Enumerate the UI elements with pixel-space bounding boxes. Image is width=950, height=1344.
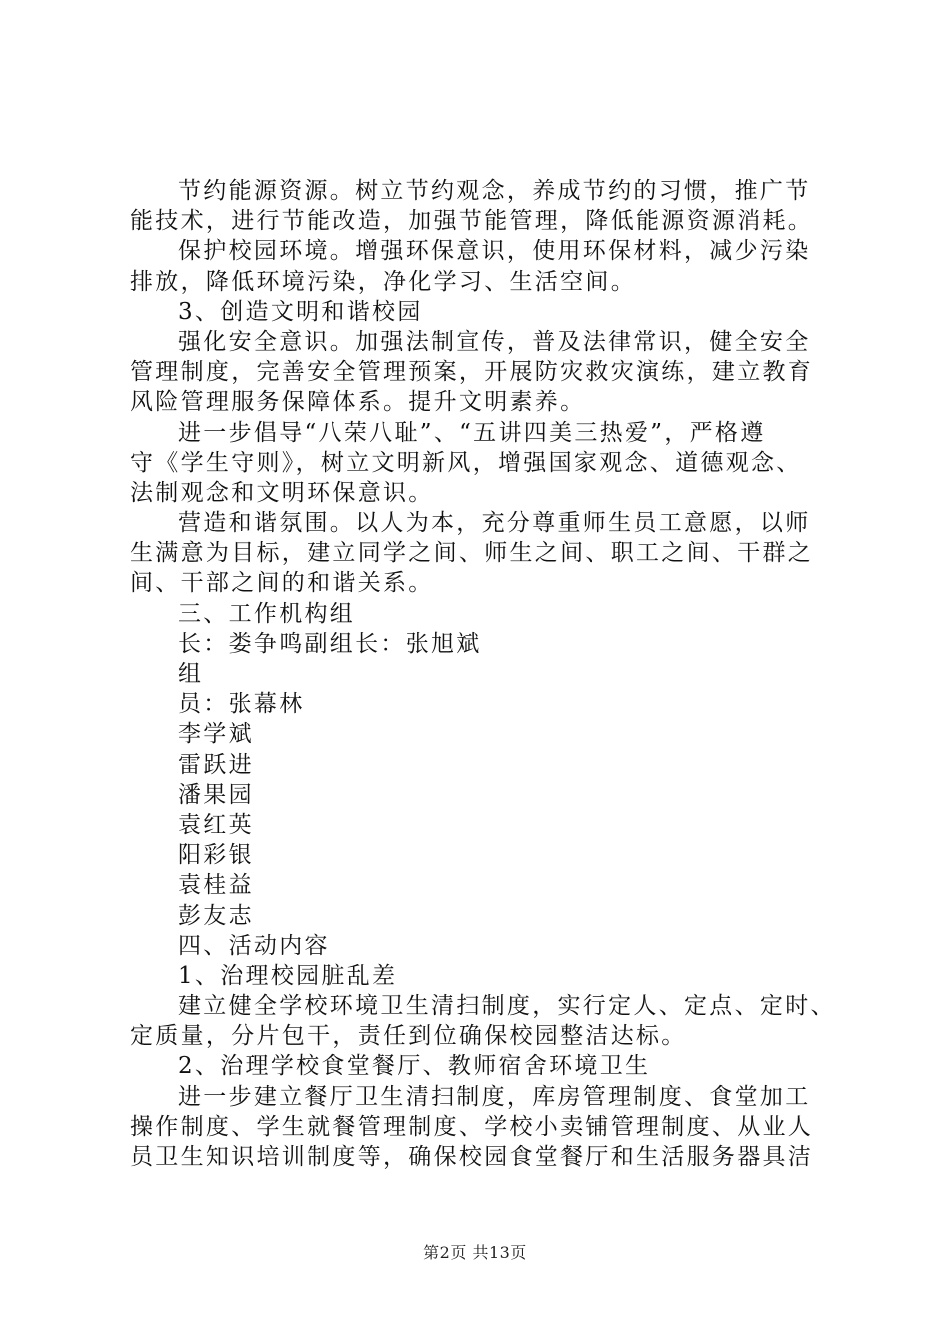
- paragraph-line: 管理制度，完善安全管理预案，开展防灾救灾演练，建立教育: [130, 359, 814, 386]
- paragraph-line: 法制观念和文明环保意识。: [130, 479, 434, 506]
- paragraph-line: 营造和谐氛围。以人为本，充分尊重师生员工意愿，以师: [178, 510, 811, 537]
- member-name: 潘果园: [178, 781, 254, 808]
- paragraph-line: 排放，降低环境污染，净化学习、生活空间。: [130, 268, 636, 295]
- paragraph-line: 强化安全意识。加强法制宣传，普及法律常识，健全安全: [178, 328, 811, 355]
- page-number-footer: 第2页 共13页: [423, 1243, 527, 1262]
- section-heading: 三、工作机构组: [178, 600, 356, 627]
- member-name: 雷跃进: [178, 751, 254, 778]
- paragraph-line: 员卫生知识培训制度等，确保校园食堂餐厅和生活服务器具洁: [130, 1144, 814, 1170]
- paragraph-line: 保护校园环境。增强环保意识，使用环保材料，减少污染: [178, 238, 811, 265]
- section-heading: 2、治理学校食堂餐厅、教师宿舍环境卫生: [178, 1053, 651, 1080]
- paragraph-line: 建立健全学校环境卫生清扫制度，实行定人、定点、定时、: [178, 993, 836, 1020]
- document-body: [130, 176, 835, 1172]
- paragraph-line: 能技术，进行节能改造，加强节能管理，降低能源资源消耗。: [130, 208, 814, 235]
- paragraph-line: 风险管理服务保障体系。提升文明素养。: [130, 389, 586, 416]
- paragraph-line: 生满意为目标，建立同学之间、师生之间、职工之间、干群之: [130, 540, 814, 567]
- member-name: 彭友志: [178, 902, 254, 929]
- paragraph-line: 进一步建立餐厅卫生清扫制度，库房管理制度、食堂加工: [178, 1083, 811, 1110]
- member-name: 李学斌: [178, 721, 254, 748]
- member-name: 袁红英: [178, 811, 254, 838]
- member-line: 员：张幕林: [178, 691, 305, 718]
- paragraph-line: 操作制度、学生就餐管理制度、学校小卖铺管理制度、从业人: [130, 1113, 814, 1140]
- member-line: 长：娄争鸣副组长：张旭斌: [178, 630, 482, 657]
- section-heading: 3、创造文明和谐校园: [178, 298, 423, 325]
- paragraph-line: 定质量，分片包干，责任到位确保校园整洁达标。: [130, 1023, 687, 1050]
- member-line: 组: [178, 661, 204, 687]
- section-heading: 1、治理校园脏乱差: [178, 962, 398, 989]
- paragraph-line: 进一步倡导“八荣八耻”、“五讲四美三热爱”，严格遵: [178, 419, 766, 446]
- member-name: 袁桂益: [178, 872, 254, 899]
- section-heading: 四、活动内容: [178, 932, 330, 959]
- paragraph-line: 节约能源资源。树立节约观念，养成节约的习惯，推广节: [178, 178, 811, 204]
- paragraph-line: 间、干部之间的和谐关系。: [130, 570, 434, 597]
- paragraph-line: 守《学生守则》，树立文明新风，增强国家观念、道德观念、: [130, 449, 802, 476]
- member-name: 阳彩银: [178, 842, 254, 869]
